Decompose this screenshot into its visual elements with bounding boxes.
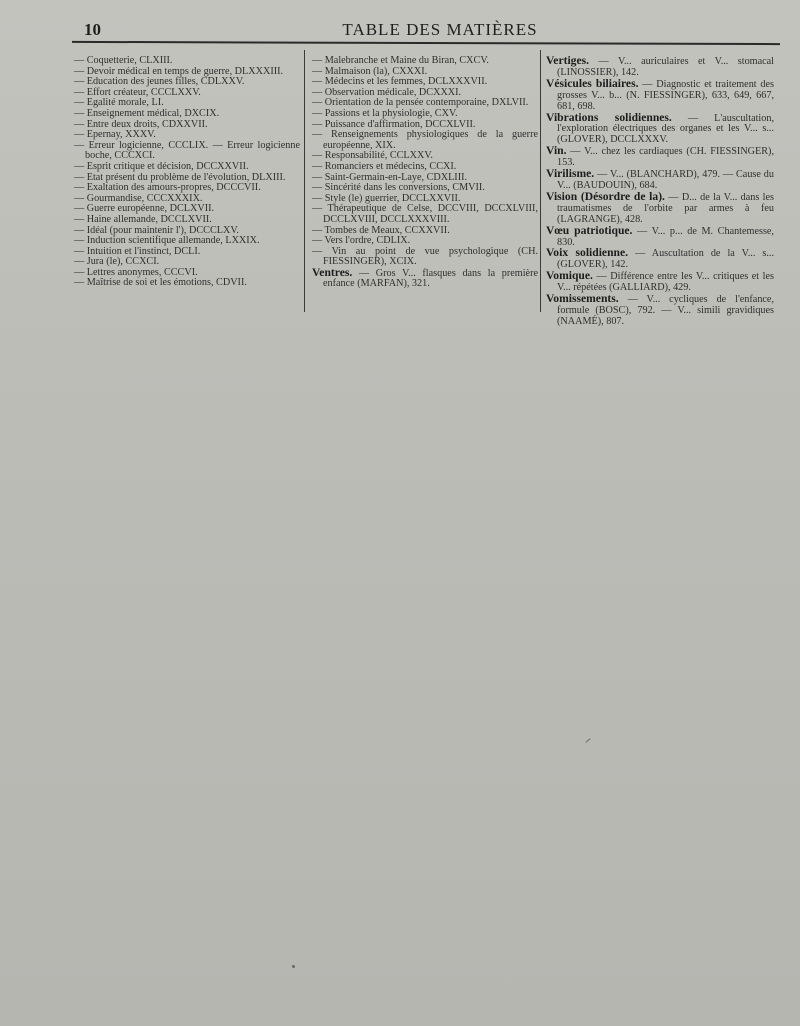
index-entry: — Idéal (pour maintenir l'), DCCCLXV. [74,224,239,236]
index-headword: Vomique. [546,269,593,283]
index-entry: — Etat présent du problème de l'évolution, DLXIII. [74,171,286,183]
index-entry [546,169,774,192]
index-entry-text: — D... de la V... dans les traumatismes de l'orbite par armes à feu (LAGRANGE), 428. [557,191,774,225]
index-entry [546,271,774,294]
index-entry: — Maîtrise de soi et les émotions, CDVII. [74,277,247,289]
index-entry: — Thérapeutique de Celse, DCCVIII, DCCXLVIII, DCCLXVIII, DCCLXXXVIII. [312,203,538,225]
index-headword: Vision (Désordre de la). [546,189,665,203]
index-entry-text: — Auscultation de la V... s... (GLOVER), 142. [557,248,775,271]
column-divider-2 [540,50,541,312]
index-entry: — Responsabilité, CCLXXV. [312,150,433,162]
index-entry [546,248,774,271]
column-divider-1 [304,50,305,312]
index-entry-text: — Gros V... flasques dans la première enfance (MARFAN), 321. [323,267,538,290]
index-entry: — Exaltation des amours-propres, DCCCVII. [74,182,261,194]
scan-speck [292,965,295,968]
index-entry: — Devoir médical en temps de guerre, DLXXXIII. [74,65,284,77]
page-title: TABLE DES MATIÈRES [342,20,538,39]
index-entry: — Sincérité dans les conversions, CMVII. [312,182,485,194]
index-headword: Virilisme. [546,167,595,181]
index-column-2 [312,56,538,290]
index-entry: — Gourmandise, CCCXXXIX. [74,192,203,204]
index-column-1 [74,56,300,289]
index-entry: — Passions et la physiologie, CXV. [312,107,458,119]
index-entry: — Entre deux droits, CDXXVII. [74,118,208,130]
index-entry: — Epernay, XXXV. [74,129,156,141]
index-headword: Vin. [546,144,567,158]
index-entry [546,56,774,79]
index-headword: Ventres. [312,265,353,279]
index-entry-text: — Différence entre les V... critiques et les V... répétées (GALLIARD), 429. [557,271,774,294]
index-entry: — Jura (le), CCXCI. [74,256,160,268]
index-entry-text: — V... p... de M. Chantemesse, 830. [557,225,774,248]
index-entry: — Orientation de la pensée contemporaine, DXLVII. [312,97,529,109]
index-entry [546,110,774,147]
index-entry-text: — V... auriculaires et V... stomacal (LINOSSIER), 142. [557,56,774,78]
index-entry [546,146,774,169]
index-entry: — Induction scientifique allemande, LXXIX. [74,235,260,247]
index-entry [546,189,774,226]
index-headword: Vibrations solidiennes. [546,110,672,124]
index-entry: — Style (le) guerrier, DCCLXXVII. [312,192,461,204]
index-entry [546,223,774,249]
index-entry: — Lettres anonymes, CCCVI. [74,266,198,278]
index-entry: — Puissance d'affirmation, DCCXLVII. [312,118,476,130]
index-headword: Voix solidienne. [546,246,629,260]
index-entry-text: — V... chez les cardiaques (CH. FIESSINGER), 153. [557,146,774,169]
index-entry: — Esprit critique et décision, DCCXXVII. [74,160,249,172]
index-entry: — Coquetterie, CLXIII. [74,55,173,66]
index-entry: — Enseignement médical, DXCIX. [74,107,220,119]
index-entry: — Observation médicale, DCXXXI. [312,86,462,98]
index-entry: — Egalité morale, LI. [74,97,164,109]
index-entry: — Education des jeunes filles, CDLXXV. [74,76,245,88]
scan-speck [585,738,590,743]
index-entry: — Médecins et les femmes, DCLXXXVII. [312,76,488,88]
index-entry: — Intuition et l'instinct, DCLI. [74,245,201,257]
index-entry: — Vin au point de vue psychologique (CH. FIESSINGER), XCIX. [312,245,538,268]
index-entry: — Romanciers et médecins, CCXI. [312,160,457,172]
index-entry-text: — V... cycliques de l'enfance, formule (BOSC), 792. — V... simili gravidiques (NAAMÉ), 807. [557,294,774,327]
index-entry: — Saint-Germain-en-Laye, CDXLIII. [312,171,468,183]
index-entry: — Malmaison (la), CXXXI. [312,65,428,77]
index-entry [546,76,774,113]
index-entry: — Erreur logicienne, CCCLIX. — Erreur logicienne boche, CCCXCI. [74,139,300,162]
index-entry: — Vers l'ordre, CDLIX. [312,235,411,247]
index-entry: — Tombes de Meaux, CCXXVII. [312,224,450,236]
index-entry: — Malebranche et Maine du Biran, CXCV. [312,55,489,66]
index-headword: Vésicules biliaires. [546,76,639,90]
page-number: 10 [84,20,101,39]
page-header [70,18,780,44]
index-entry [312,265,538,290]
index-entry: — Effort créateur, CCCLXXV. [74,86,201,98]
index-entry: — Renseignements physiologiques de la guerre européenne, XIX. [312,129,538,151]
index-headword: Vœu patriotique. [546,223,633,237]
index-entry [546,294,774,328]
index-entry-text: — Diagnostic et traitement des grosses V... b... (N. FIESSINGER), 633, 649, 667, 681, 698. [557,78,774,112]
index-column-3 [546,56,774,328]
index-entry-text: — L'auscultation, l'exploration électriques des organes et les V... s... (GLOVER), DCCLXXXV. [557,112,774,146]
index-entry-text: — V... (BLANCHARD), 479. — Cause du V... (BAUDOUIN), 684. [557,169,774,191]
index-headword: Vertiges. [546,54,590,67]
index-entry: — Guerre européenne, DCLXVII. [74,203,215,215]
index-entry: — Haine allemande, DCCLXVII. [74,213,212,225]
index-headword: Vomissements. [546,292,619,306]
